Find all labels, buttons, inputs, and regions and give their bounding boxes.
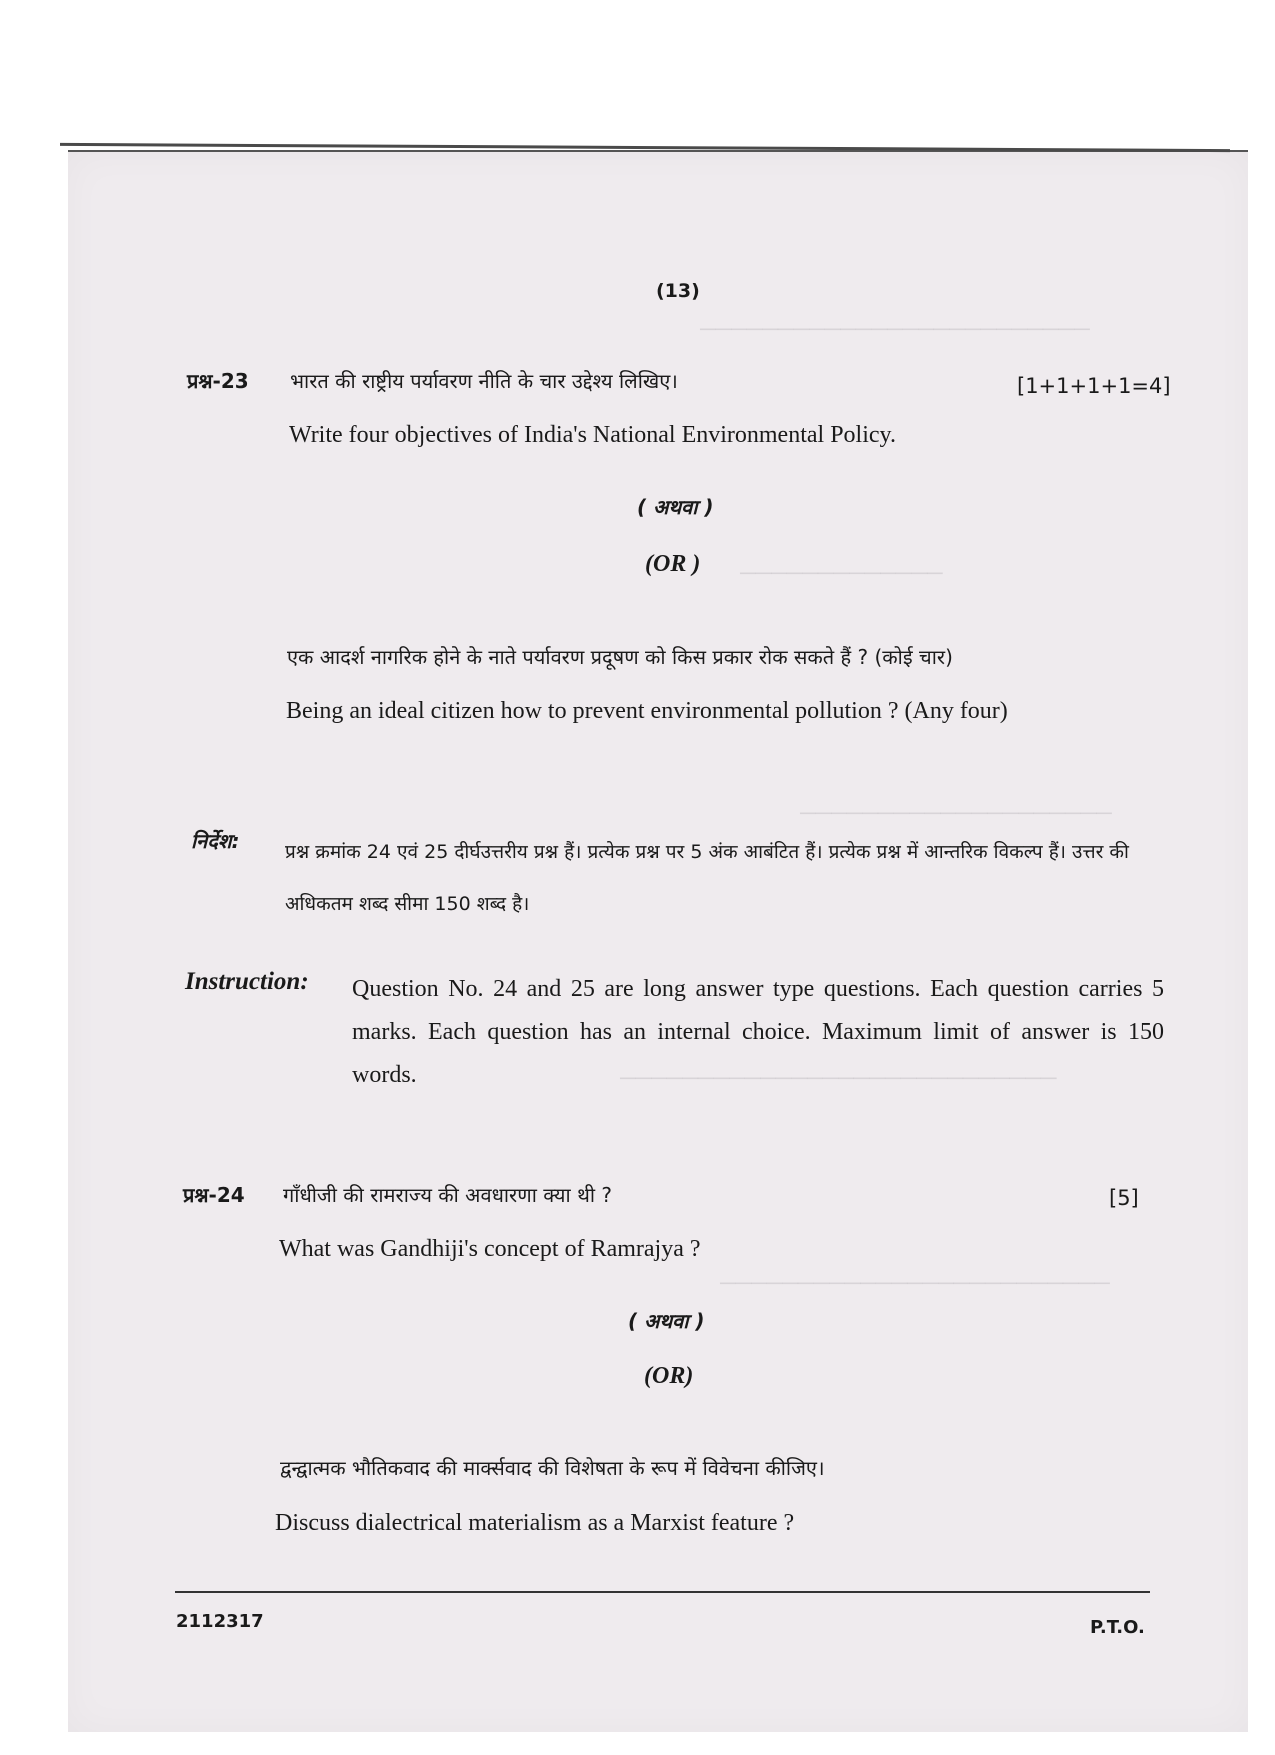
instruction-text: Question No. 24 and 25 are long answer type questions. Each question carries 5 marks. Each question has an internal choice. Maximum limit of answer is 150 words. bbox=[352, 976, 1164, 1088]
bleed-through-text: ───────────────────────── bbox=[720, 1270, 1110, 1295]
q23-marks: [1+1+1+1=4] bbox=[1017, 374, 1171, 398]
q23-hindi-text: भारत की राष्ट्रीय पर्यावरण नीति के चार उद्देश्य लिखिए। bbox=[290, 369, 678, 393]
q24-alt-hindi-text: द्वन्द्वात्मक भौतिकवाद की मार्क्सवाद की विशेषता के रूप में विवेचना कीजिए। bbox=[280, 1456, 825, 1480]
bleed-through-text: ───────────── bbox=[740, 560, 943, 585]
paper-code: 2112317 bbox=[176, 1611, 264, 1632]
q24-label: प्रश्न-24 bbox=[183, 1183, 245, 1207]
pto-label: P.T.O. bbox=[1090, 1617, 1145, 1638]
q23-or-english: (OR ) bbox=[645, 551, 701, 577]
q24-or-hindi: ( अथवा ) bbox=[628, 1309, 705, 1333]
bleed-through-text: ──────────────────── bbox=[800, 800, 1112, 825]
q23-alt-hindi-text: एक आदर्श नागरिक होने के नाते पर्यावरण प्रदूषण को किस प्रकार रोक सकते हैं ? (कोई चार) bbox=[287, 645, 953, 669]
q24-hindi-text: गाँधीजी की रामराज्य की अवधारणा क्या थी ? bbox=[283, 1183, 612, 1207]
q23-label: प्रश्न-23 bbox=[187, 369, 249, 393]
footer-rule bbox=[175, 1591, 1150, 1593]
instruction-label: Instruction: bbox=[185, 968, 309, 995]
q23-alt-english-text: Being an ideal citizen how to prevent environmental pollution ? (Any four) bbox=[286, 698, 1008, 724]
q24-english-text: What was Gandhiji's concept of Ramrajya ? bbox=[279, 1236, 701, 1262]
bleed-through-text: ───────────────────────── bbox=[700, 316, 1090, 341]
q24-alt-english-text: Discuss dialectrical materialism as a Marxist feature ? bbox=[275, 1510, 795, 1536]
q23-english-text: Write four objectives of India's National Environmental Policy. bbox=[289, 422, 896, 448]
q24-marks: [5] bbox=[1109, 1186, 1139, 1210]
q24-or-english: (OR) bbox=[644, 1363, 694, 1389]
page-number: (13) bbox=[656, 280, 700, 302]
sheet-edge-line bbox=[60, 143, 1230, 152]
direction-text: प्रश्न क्रमांक 24 एवं 25 दीर्घउत्तरीय प्रश्न हैं। प्रत्येक प्रश्न पर 5 अंक आबंटित हैं। प्रत्येक प्रश्न में आन्तरिक विकल्प हैं। उत्तर की अधिकतम शब्द सीमा 150 शब्द है। bbox=[285, 841, 1129, 915]
q23-or-hindi: ( अथवा ) bbox=[637, 495, 714, 519]
direction-label: निर्देश: bbox=[191, 829, 240, 853]
bleed-through-text: ──────────────────────────── bbox=[620, 1065, 1057, 1090]
